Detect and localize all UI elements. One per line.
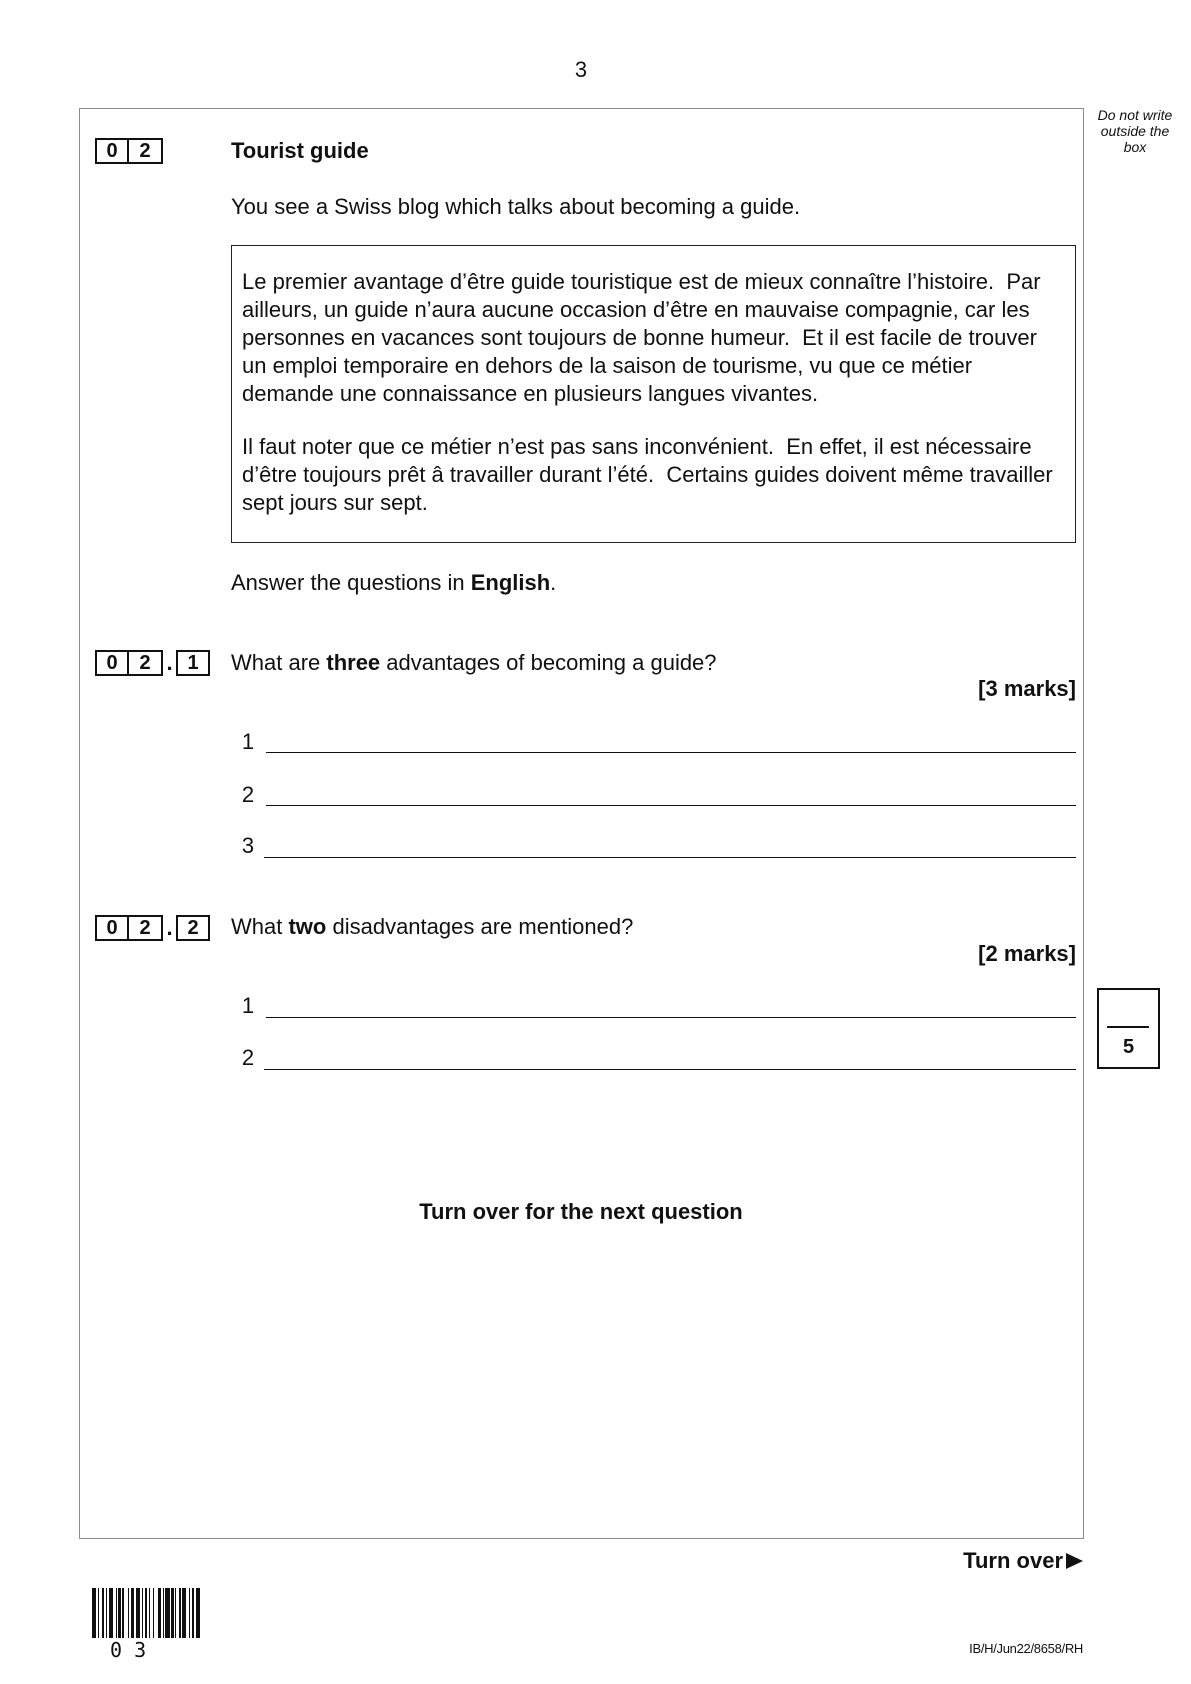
passage-line: Il faut noter que ce métier n’est pas sans inconvénient. En effet, il est nécessaire <box>242 434 1032 459</box>
marks-total: 5 <box>1122 1036 1135 1058</box>
part-prompt <box>231 650 717 676</box>
answer-instruction <box>231 570 556 596</box>
answer-label: 3 <box>241 833 255 858</box>
page-number: 3 <box>574 57 588 82</box>
arrow-right-icon <box>1066 1553 1083 1569</box>
barcode-bar <box>131 1588 134 1638</box>
instruction-text: Answer the questions in <box>231 570 471 595</box>
barcode-bar <box>175 1588 176 1638</box>
part-number <box>95 915 210 941</box>
next-question-note: Turn over for the next question <box>419 1199 743 1224</box>
answer-line <box>264 1069 1076 1070</box>
part-prompt-count: three <box>326 650 381 675</box>
part-number-digit: 2 <box>129 650 163 676</box>
part-prompt-count: two <box>288 914 327 939</box>
barcode-bar <box>142 1588 143 1638</box>
answer-line <box>266 752 1076 753</box>
instruction-end: . <box>550 570 557 595</box>
part-number-sub: 2 <box>176 915 210 941</box>
answer-line <box>264 857 1076 858</box>
part-marks: [3 marks] <box>978 676 1076 701</box>
barcode-bar <box>149 1588 150 1638</box>
barcode-number: 0 3 <box>110 1638 147 1662</box>
passage-line: un emploi temporaire en dehors de la saison de tourisme, vu que ce métier <box>242 353 973 378</box>
part-number-digit: 0 <box>95 650 129 676</box>
barcode-bar <box>102 1588 105 1638</box>
margin-note-line: Do not write <box>1097 107 1173 123</box>
marks-total-box <box>1097 988 1160 1069</box>
instruction-language: English <box>470 570 551 595</box>
barcode <box>92 1588 200 1638</box>
part-prompt-text: What <box>231 914 289 939</box>
question-title: Tourist guide <box>231 138 369 163</box>
barcode-bar <box>192 1588 195 1638</box>
passage-line: ailleurs, un guide n’aura aucune occasion d’être en mauvaise compagnie, car les <box>242 297 1030 322</box>
answer-line <box>266 1017 1076 1018</box>
barcode-bar <box>153 1588 154 1638</box>
passage-line: Le premier avantage d’être guide touristique est de mieux connaître l’histoire. Par <box>242 269 1041 294</box>
barcode-bar <box>163 1588 164 1638</box>
answer-line <box>266 805 1076 806</box>
barcode-bar <box>92 1588 96 1638</box>
passage-line: sept jours sur sept. <box>242 490 428 515</box>
reading-passage <box>231 245 1076 543</box>
part-number-digit: 0 <box>95 915 129 941</box>
barcode-bar <box>128 1588 129 1638</box>
question-number-digit: 0 <box>95 138 129 164</box>
barcode-bar <box>171 1588 174 1638</box>
barcode-bar <box>165 1588 169 1638</box>
barcode-bar <box>179 1588 180 1638</box>
barcode-bar <box>182 1588 186 1638</box>
passage-line: demande une connaissance en plusieurs langues vivantes. <box>242 381 819 406</box>
barcode-bar <box>136 1588 140 1638</box>
part-number-digit: 2 <box>129 915 163 941</box>
barcode-bar <box>158 1588 161 1638</box>
part-number <box>95 650 210 676</box>
marks-divider <box>1107 1026 1149 1028</box>
barcode-bar <box>145 1588 148 1638</box>
answer-label: 2 <box>241 1045 255 1070</box>
part-prompt-text: advantages of becoming a guide? <box>380 650 717 675</box>
barcode-bar <box>196 1588 200 1638</box>
barcode-bar <box>122 1588 123 1638</box>
passage-line: personnes en vacances sont toujours de bonne humeur. Et il est facile de trouver <box>242 325 1037 350</box>
part-prompt-text: What are <box>231 650 327 675</box>
part-marks: [2 marks] <box>978 941 1076 966</box>
passage-paragraph <box>242 433 1067 517</box>
passage-paragraph <box>242 268 1067 408</box>
margin-note-line: outside the <box>1100 123 1170 139</box>
part-number-sub: 1 <box>176 650 210 676</box>
barcode-bar <box>109 1588 113 1638</box>
margin-note-line: box <box>1123 139 1147 155</box>
answer-label: 1 <box>241 993 255 1018</box>
answer-label: 1 <box>241 729 255 754</box>
part-number-separator: . <box>166 915 173 940</box>
answer-label: 2 <box>241 782 255 807</box>
question-intro: You see a Swiss blog which talks about becoming a guide. <box>231 194 801 219</box>
barcode-bar <box>118 1588 121 1638</box>
barcode-bar <box>189 1588 190 1638</box>
part-prompt <box>231 914 633 940</box>
part-prompt-text: disadvantages are mentioned? <box>326 914 634 939</box>
barcode-bar <box>116 1588 117 1638</box>
barcode-bar <box>98 1588 99 1638</box>
barcode-bar <box>106 1588 107 1638</box>
part-number-separator: . <box>166 650 173 675</box>
paper-code: IB/H/Jun22/8658/RH <box>969 1641 1083 1656</box>
question-number <box>95 138 163 164</box>
question-number-digit: 2 <box>129 138 163 164</box>
turn-over-label: Turn over <box>963 1548 1063 1573</box>
margin-note <box>1090 107 1180 155</box>
passage-line: d’être toujours prêt â travailler durant l’été. Certains guides doivent même travailler <box>242 462 1053 487</box>
